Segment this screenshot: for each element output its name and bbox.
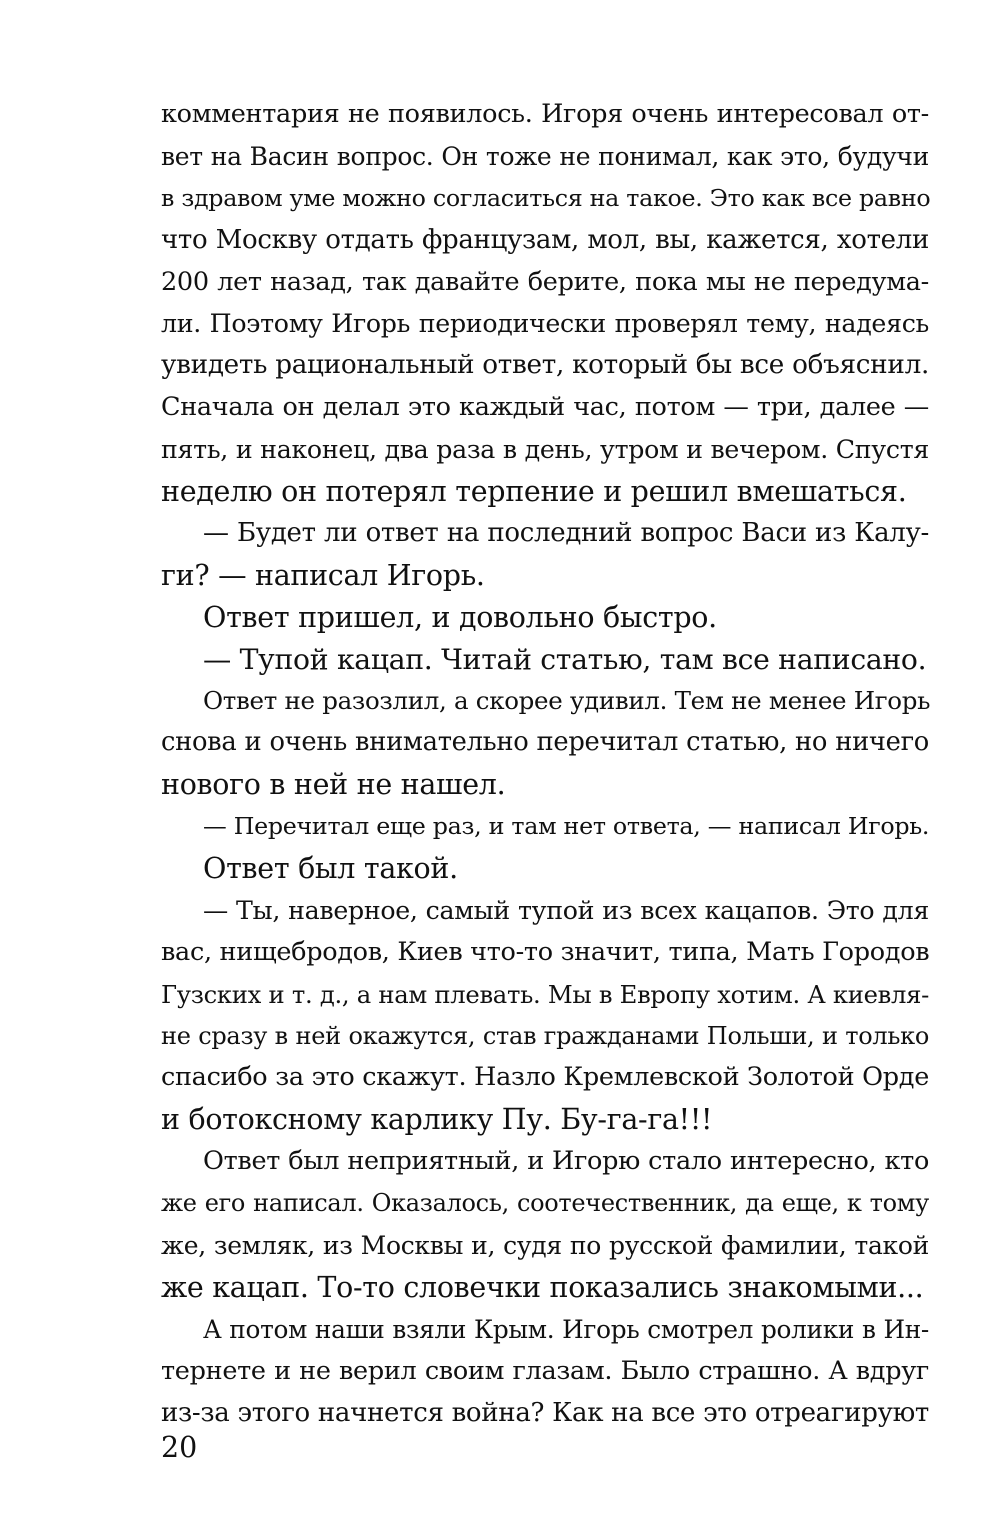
text-line: же кацап. То-то словечки показались знакомыми... <box>161 1270 924 1304</box>
text-line: Сначала он делал это каждый час, потом — три, далее — <box>161 392 929 423</box>
text-line: не сразу в ней окажутся, став гражданами Польши, и только <box>161 1021 929 1050</box>
text-line: ли. Поэтому Игорь периодически проверял тему, надеясь <box>161 309 929 339</box>
text-line: Ответ был такой. <box>203 852 458 886</box>
text-line: из-за этого начнется война? Как на все это отреагируют <box>161 1397 929 1428</box>
text-line: же его написал. Оказалось, соотечественник, да еще, к тому <box>161 1189 929 1218</box>
text-line: — Ты, наверное, самый тупой из всех кацапов. Это для <box>203 895 929 925</box>
text-line: Ответ не разозлил, а скорее удивил. Тем не менее Игорь <box>203 686 931 716</box>
text-line: 200 лет назад, так давайте берите, пока мы не передума- <box>161 266 929 297</box>
text-line: вет на Васин вопрос. Он тоже не понимал, как это, будучи <box>161 141 929 171</box>
text-line: в здравом уме можно согласиться на такое. Это как все равно <box>161 183 931 212</box>
page-number: 20 <box>161 1431 198 1464</box>
text-line: А потом наши взяли Крым. Игорь смотрел ролики в Ин- <box>203 1314 929 1344</box>
text-line: вас, нищебродов, Киев что-то значит, типа, Мать Городов <box>161 936 930 967</box>
text-line: неделю он потерял терпение и решил вмешаться. <box>161 475 907 509</box>
text-line: ги? — написал Игорь. <box>161 558 485 592</box>
text-line: Ответ был неприятный, и Игорю стало интересно, кто <box>203 1146 929 1177</box>
text-line: снова и очень внимательно перечитал статью, но ничего <box>161 727 929 758</box>
text-line: Гузских и т. д., а нам плевать. Мы в Европу хотим. А киевля- <box>161 979 929 1009</box>
text-line: что Москву отдать французам, мол, вы, кажется, хотели <box>161 224 929 255</box>
text-line: тернете и не верил своим глазам. Было страшно. А вдруг <box>161 1355 929 1386</box>
text-line: — Тупой кацап. Читай статью, там все написано. <box>203 642 927 676</box>
text-line: спасибо за это скажут. Назло Кремлевской Золотой Орде <box>161 1062 929 1093</box>
text-line: нового в ней не нашел. <box>161 768 506 802</box>
text-line: Ответ пришел, и довольно быстро. <box>203 600 717 634</box>
text-line: — Перечитал еще раз, и там нет ответа, — написал Игорь. <box>203 812 930 841</box>
text-line: увидеть рациональный ответ, который бы все объяснил. <box>161 350 929 381</box>
text-line: комментария не появилось. Игоря очень интересовал от- <box>161 99 929 129</box>
text-line: пять, и наконец, два раза в день, утром и вечером. Спустя <box>161 435 929 465</box>
text-line: — Будет ли ответ на последний вопрос Васи из Калу- <box>203 517 929 548</box>
text-line: же, земляк, из Москвы и, судя по русской фамилии, такой <box>161 1231 929 1261</box>
text-line: и ботоксному карлику Пу. Бу-га-га!!! <box>161 1103 713 1137</box>
body-text <box>161 94 929 1435</box>
